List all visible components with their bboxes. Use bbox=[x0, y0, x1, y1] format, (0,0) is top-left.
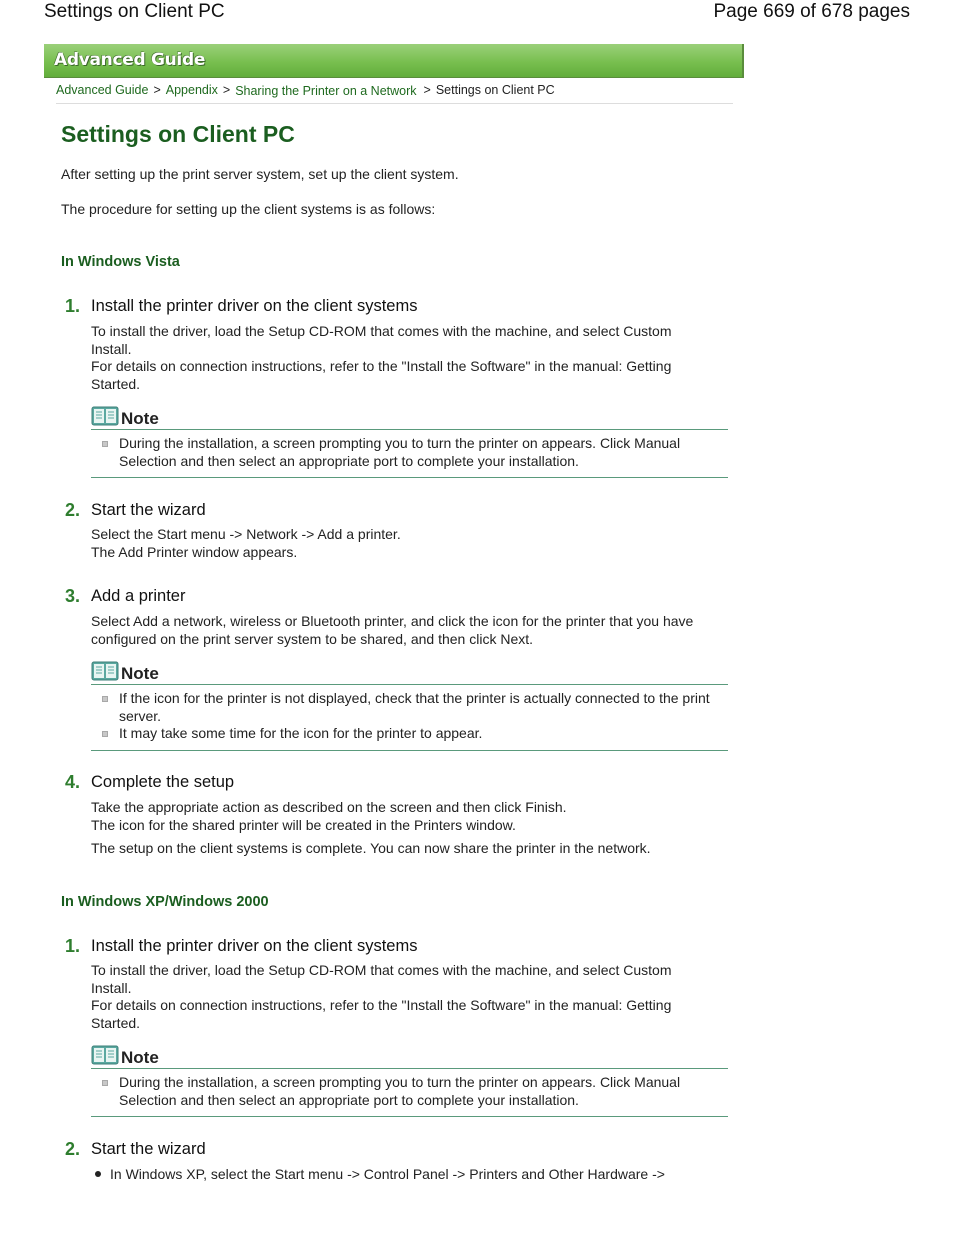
step-number: 4. bbox=[65, 772, 81, 792]
step-line: Take the appropriate action as described on the screen and then click Finish. bbox=[91, 799, 567, 815]
bullet-item: In Windows XP, select the Start menu -> Control Panel -> Printers and Other Hardware -> bbox=[95, 1166, 665, 1182]
breadcrumb bbox=[56, 83, 555, 97]
book-icon bbox=[91, 660, 119, 682]
step-title: Start the wizard bbox=[91, 501, 206, 519]
note-label: Note bbox=[121, 664, 159, 683]
note-header bbox=[91, 405, 728, 430]
note-item: If the icon for the printer is not displayed, check that the printer is actually connected to the print server. bbox=[91, 690, 728, 725]
page-title: Settings on Client PC bbox=[61, 121, 295, 147]
step-number: 2. bbox=[65, 500, 81, 520]
intro-text: After setting up the print server system, set up the client system. bbox=[61, 166, 459, 182]
step-line: To install the driver, load the Setup CD-ROM that comes with the machine, and select Custom Install. bbox=[91, 962, 672, 996]
banner-label: Advanced Guide bbox=[54, 50, 206, 70]
step-line: The setup on the client systems is complete. You can now share the printer in the network. bbox=[91, 840, 651, 856]
step-title: Complete the setup bbox=[91, 773, 235, 791]
note-item: During the installation, a screen prompting you to turn the printer on appears. Click Manual Selection and then select an appropriate port to complete your installation. bbox=[91, 435, 728, 470]
step-line: The Add Printer window appears. bbox=[91, 543, 298, 560]
step-number: 3. bbox=[65, 586, 81, 606]
step-title: Install the printer driver on the client systems bbox=[91, 937, 418, 955]
note-header bbox=[91, 660, 728, 685]
step-number: 2. bbox=[65, 1139, 81, 1159]
step-body bbox=[91, 613, 711, 648]
step-line: Select Add a network, wireless or Bluetooth printer, and click the icon for the printer that you have configured on the print server system to be shared, and then click Next. bbox=[91, 613, 694, 647]
note-label: Note bbox=[121, 409, 159, 428]
step-line: To install the driver, load the Setup CD-ROM that comes with the machine, and select Custom Install. bbox=[91, 323, 672, 357]
step-title: Add a printer bbox=[91, 587, 186, 605]
note-list bbox=[91, 685, 728, 751]
step-body bbox=[91, 962, 711, 1032]
breadcrumb-separator: > bbox=[423, 83, 431, 97]
note-list bbox=[91, 1069, 728, 1117]
step-number: 1. bbox=[65, 936, 81, 956]
note-box bbox=[91, 660, 728, 751]
breadcrumb-separator: > bbox=[222, 83, 231, 97]
breadcrumb-appendix[interactable]: Appendix bbox=[165, 83, 218, 97]
section-heading-xp: In Windows XP/Windows 2000 bbox=[61, 894, 269, 910]
note-item: It may take some time for the icon for the printer to appear. bbox=[91, 725, 728, 743]
breadcrumb-divider bbox=[56, 103, 733, 104]
step-title: Start the wizard bbox=[91, 1140, 206, 1158]
book-icon bbox=[91, 1044, 119, 1066]
section-heading-vista: In Windows Vista bbox=[61, 254, 180, 270]
step-title: Install the printer driver on the client systems bbox=[91, 297, 418, 315]
book-icon bbox=[91, 405, 119, 427]
step-body bbox=[91, 799, 711, 858]
square-bullet-icon bbox=[102, 1080, 108, 1086]
advanced-guide-banner bbox=[44, 44, 744, 78]
note-box bbox=[91, 1044, 728, 1117]
note-item: During the installation, a screen prompting you to turn the printer on appears. Click Manual Selection and then select an appropriate port to complete your installation. bbox=[91, 1074, 728, 1109]
step-line: For details on connection instructions, refer to the "Install the Software" in the manual: Getting Started. bbox=[91, 358, 672, 392]
step-body bbox=[91, 526, 711, 561]
step-number: 1. bbox=[65, 296, 81, 316]
round-bullet-icon bbox=[95, 1171, 101, 1177]
square-bullet-icon bbox=[102, 731, 108, 737]
breadcrumb-advanced-guide[interactable]: Advanced Guide bbox=[56, 83, 149, 97]
square-bullet-icon bbox=[102, 696, 108, 702]
note-list bbox=[91, 430, 728, 478]
breadcrumb-sharing-printer[interactable]: Sharing the Printer on a Network bbox=[235, 84, 417, 98]
step-line: The icon for the shared printer will be created in the Printers window. bbox=[91, 816, 516, 833]
document-title: Settings on Client PC bbox=[44, 1, 225, 22]
step-line: Select the Start menu -> Network -> Add a printer. bbox=[91, 526, 401, 542]
step-body bbox=[91, 323, 711, 393]
page-counter: Page 669 of 678 pages bbox=[713, 1, 910, 22]
breadcrumb-separator: > bbox=[153, 83, 161, 97]
note-label: Note bbox=[121, 1048, 159, 1067]
step-line: For details on connection instructions, refer to the "Install the Software" in the manual: Getting Started. bbox=[91, 997, 672, 1031]
intro-text: The procedure for setting up the client systems is as follows: bbox=[61, 201, 436, 217]
breadcrumb-current: Settings on Client PC bbox=[435, 83, 555, 97]
square-bullet-icon bbox=[102, 441, 108, 447]
note-box bbox=[91, 405, 728, 478]
note-header bbox=[91, 1044, 728, 1069]
